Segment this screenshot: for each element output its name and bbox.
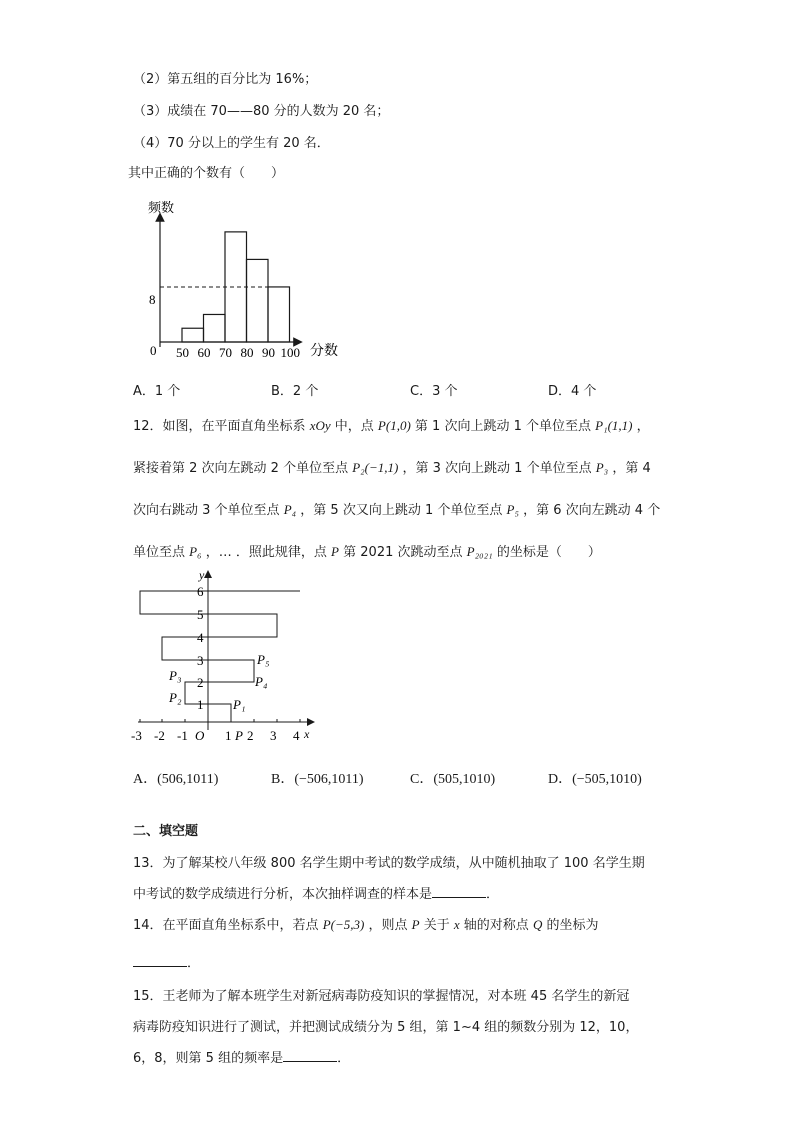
histogram-bar-70-80 (225, 232, 247, 342)
q12-option-c[interactable]: C．(505,1010) (410, 772, 496, 787)
histogram-ylabel: 频数 (148, 200, 175, 215)
graph-x-label: x (304, 727, 310, 741)
histogram-origin: 0 (150, 343, 157, 358)
histogram-xtick-60: 60 (197, 345, 211, 360)
q11-statement-4: （4）70 分以上的学生有 20 名． (133, 136, 330, 151)
histogram-xtick-70: 70 (219, 345, 232, 360)
q14-line-1: 14．在平面直角坐标系中，若点 P(−5,3) ，则点 P 关于 x 轴的对称点 Q 的坐标为 (133, 917, 599, 933)
q15-line-1: 15．王老师为了解本班学生对新冠病毒防疫知识的掌握情况，对本班 45 名学生的新冠 (133, 989, 630, 1004)
graph-label-P4: P₄ (255, 674, 268, 689)
histogram-xtick-50: 50 (176, 345, 189, 360)
q15-line-2: 病毒防疫知识进行了测试，并把测试成绩分为 5 组，第 1~4 组的频数分别为 12，10， (133, 1020, 639, 1035)
histogram-bar-60-70 (204, 314, 226, 342)
q13-line-2: 中考试的数学成绩进行分析，本次抽样调查的样本是 ． (133, 887, 500, 902)
histogram-xtick-90: 90 (262, 345, 275, 360)
q12-option-d[interactable]: D．(−505,1010) (548, 772, 642, 787)
y-tick-2: 2 (197, 675, 204, 690)
y-ticks (197, 584, 204, 712)
histogram-bar-80-90 (247, 259, 269, 342)
q13-answer-blank[interactable] (432, 885, 486, 898)
x-tick-4: 4 (293, 728, 300, 743)
q11-option-a[interactable]: A．1 个 (133, 384, 181, 399)
x-tick-neg1: -1 (177, 728, 188, 743)
q11-option-c[interactable]: C．3 个 (410, 384, 458, 399)
y-tick-5: 5 (197, 607, 204, 622)
q12-option-a[interactable]: A．(506,1011) (133, 772, 219, 787)
graph-label-P: P (235, 728, 243, 743)
q11-statement-3: （3）成绩在 70——80 分的人数为 20 名； (133, 104, 390, 119)
jump-path (140, 591, 300, 722)
q12-line-3: 次向右跳动 3 个单位至点 P₄ ，第 5 次又向上跳动 1 个单位至点 P₅ ，第 6 次向左跳动 4 个 (133, 502, 661, 518)
y-tick-6: 6 (197, 584, 204, 599)
histogram-xtick-100: 100 (280, 345, 300, 360)
q14-line-2: ． (133, 952, 200, 971)
graph-label-P2: P₂ (169, 690, 182, 705)
q13-line-1: 13．为了解某校八年级 800 名学生期中考试的数学成绩，从中随机抽取了 100 名学生期 (133, 856, 645, 871)
q12-line-1: 12．如图，在平面直角坐标系 xOy 中，点 P(1,0) 第 1 次向上跳动 1 个单位至点 P₁(1,1) ， (133, 418, 650, 434)
q15-answer-blank[interactable] (283, 1049, 337, 1062)
histogram-bar-50-60 (182, 328, 204, 342)
histogram (140, 195, 370, 370)
q15-line-3: 6，8，则第 5 组的频率是 ． (133, 1051, 351, 1066)
q11-question: 其中正确的个数有（ ） (128, 166, 285, 181)
q12-line-2: 紧接着第 2 次向左跳动 2 个单位至点 P₂(−1,1) ，第 3 次向上跳动 1 个单位至点 P₃ ，第 4 (133, 460, 651, 476)
q12-option-b[interactable]: B．(−506,1011) (271, 772, 364, 787)
q12-line-4: 单位至点 P₆ ，… ．照此规律，点 P 第 2021 次跳动至点 P₂₀₂₁ 的坐标是（ ） (133, 544, 601, 560)
graph-label-P5: P₅ (257, 652, 270, 667)
graph-label-P1: P₁ (233, 697, 246, 712)
y-tick-4: 4 (197, 630, 204, 645)
graph-label-P3: P₃ (169, 668, 182, 683)
histogram-xtick-80: 80 (240, 345, 254, 360)
q14-answer-blank[interactable] (133, 954, 187, 967)
graph-origin: O (195, 728, 205, 743)
histogram-xlabel: 分数 (310, 344, 338, 359)
x-tick-neg3: -3 (131, 728, 142, 743)
y-tick-1: 1 (197, 697, 204, 712)
x-tick-neg2: -2 (154, 728, 165, 743)
coordinate-graph (128, 568, 328, 748)
x-ticks (131, 728, 300, 743)
x-tick-1: 1 (225, 728, 232, 743)
q11-option-d[interactable]: D．4 个 (548, 384, 597, 399)
graph-y-label: y (199, 568, 205, 582)
q11-option-b[interactable]: B．2 个 (271, 384, 319, 399)
histogram-ref-label: 8 (149, 292, 156, 307)
y-tick-3: 3 (197, 653, 204, 668)
histogram-bar-90-100 (268, 287, 290, 342)
x-tick-3: 3 (270, 728, 277, 743)
x-tick-2: 2 (247, 728, 254, 743)
q11-statement-2: （2）第五组的百分比为 16%； (133, 72, 318, 87)
section-fill-in-blank-title: 二、填空题 (133, 824, 199, 839)
